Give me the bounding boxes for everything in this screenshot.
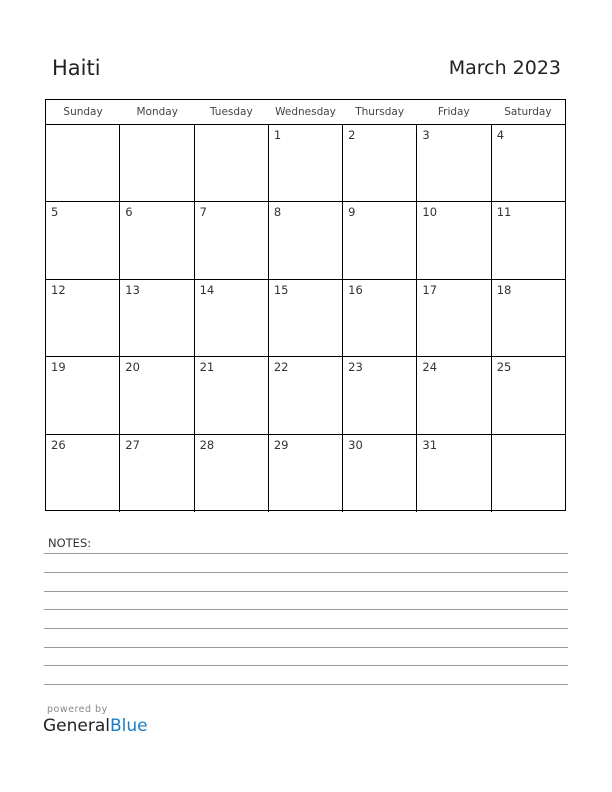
notes-line: [44, 628, 568, 629]
notes-line: [44, 553, 568, 554]
brand-blue: Blue: [110, 716, 148, 736]
day-cell: 5: [46, 202, 120, 278]
day-cell: 17: [417, 280, 491, 356]
day-cell: [120, 125, 194, 201]
day-cell: 30: [343, 435, 417, 512]
notes-line: [44, 684, 568, 685]
day-cell: 14: [195, 280, 269, 356]
calendar-grid: [45, 99, 566, 511]
day-cell: 6: [120, 202, 194, 278]
powered-by: powered by: [47, 704, 108, 715]
day-cell: 13: [120, 280, 194, 356]
week-row: [46, 125, 565, 202]
generalblue-logo: [43, 716, 148, 736]
day-cell: 16: [343, 280, 417, 356]
weekday-label: Saturday: [504, 106, 552, 118]
day-cell: 9: [343, 202, 417, 278]
day-cell: 7: [195, 202, 269, 278]
weekday-header: [46, 100, 565, 125]
day-cell: 21: [195, 357, 269, 433]
day-cell: 3: [417, 125, 491, 201]
day-cell: 23: [343, 357, 417, 433]
day-cell: 15: [269, 280, 343, 356]
week-row: [46, 435, 565, 512]
weekday-label: Thursday: [355, 106, 405, 118]
day-cell: 4: [496, 128, 505, 142]
day-cell: 8: [269, 202, 343, 278]
day-cell: [492, 435, 565, 512]
weekday-label: Tuesday: [209, 106, 253, 118]
day-cell: 10: [417, 202, 491, 278]
weekday-label: Monday: [136, 106, 178, 118]
notes-line: [44, 665, 568, 666]
day-cell: 31: [417, 435, 491, 512]
day-cell: 28: [195, 435, 269, 512]
week-row: [46, 280, 565, 357]
day-cell: 22: [269, 357, 343, 433]
week-row: [46, 357, 565, 434]
weekday-label: Wednesday: [275, 106, 336, 118]
notes-line: [44, 591, 568, 592]
day-cell: 29: [269, 435, 343, 512]
day-cell: 25: [496, 360, 512, 375]
notes-line: [44, 647, 568, 648]
month-title: March 2023: [448, 57, 561, 79]
day-cell: [46, 125, 120, 201]
day-cell: 24: [417, 357, 491, 433]
day-cell: 27: [120, 435, 194, 512]
day-cell: 19: [46, 357, 120, 433]
day-cell: 20: [120, 357, 194, 433]
brand-general: General: [43, 716, 110, 736]
notes-line: [44, 572, 568, 573]
day-cell: 11: [496, 205, 512, 220]
day-cell: 12: [46, 280, 120, 356]
weekday-label: Sunday: [63, 106, 103, 118]
week-row: [46, 202, 565, 279]
weekday-label: Friday: [437, 106, 470, 118]
day-cell: 18: [496, 282, 512, 297]
day-cell: 26: [46, 435, 120, 512]
notes-label: NOTES:: [48, 536, 92, 550]
day-cell: [195, 125, 269, 201]
country-title: Haiti: [52, 56, 101, 80]
day-cell: 2: [343, 125, 417, 201]
day-cell: 1: [269, 125, 343, 201]
notes-line: [44, 609, 568, 610]
